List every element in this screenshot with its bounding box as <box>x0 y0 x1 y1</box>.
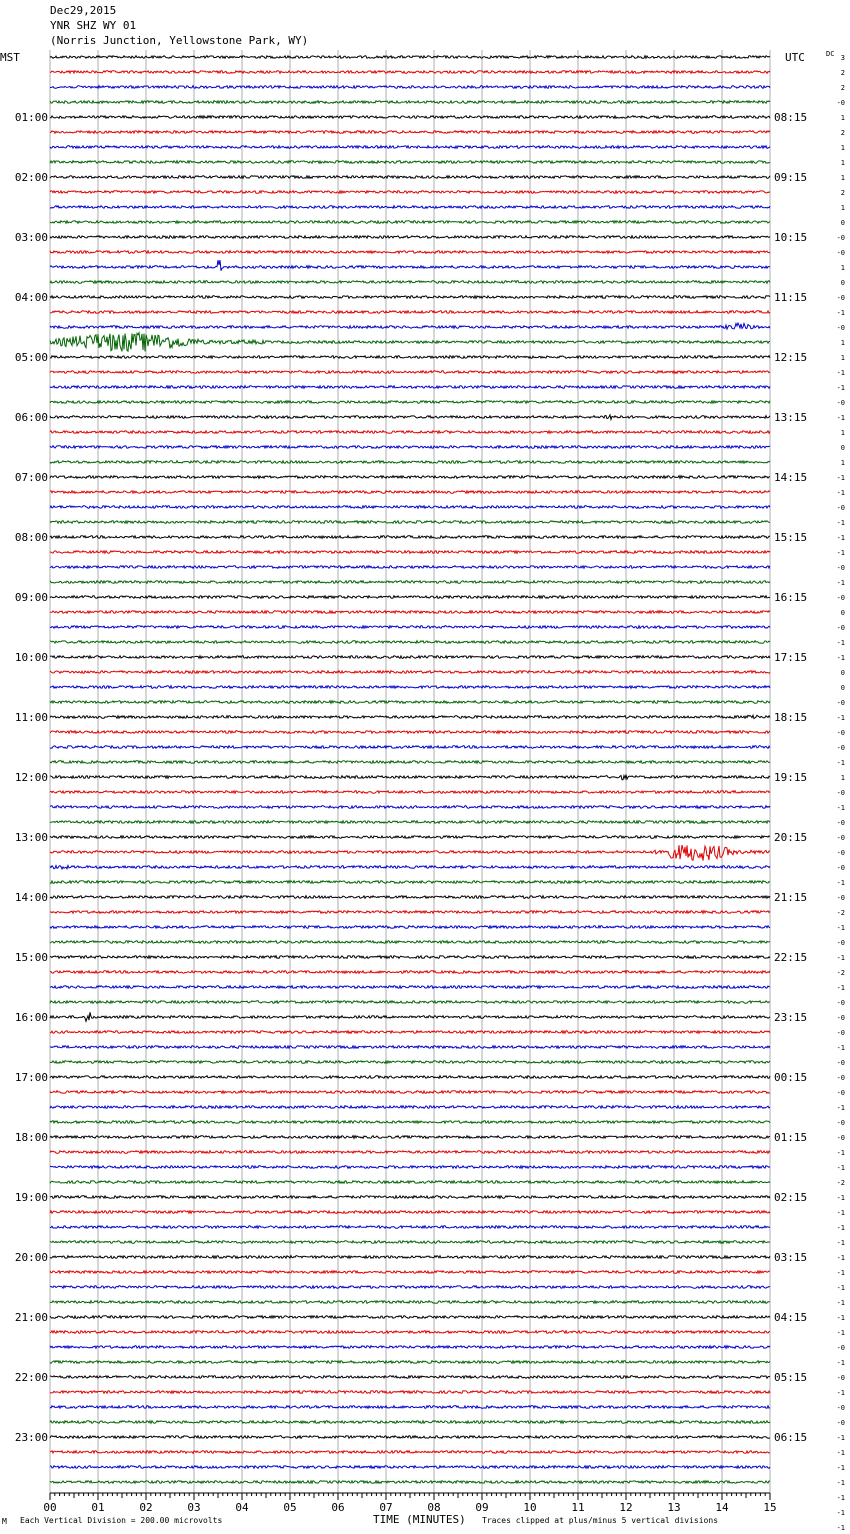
dc-offset-label: 1 <box>840 354 845 362</box>
hour-labels <box>15 54 845 1534</box>
seismic-trace <box>50 1121 770 1124</box>
right-hour-label: 01:15 <box>774 1131 808 1144</box>
seismic-trace <box>50 581 770 584</box>
dc-offset-label: -0 <box>836 1419 845 1427</box>
seismic-trace <box>50 386 770 389</box>
seismic-trace <box>50 311 770 314</box>
dc-offset-label: 2 <box>840 69 845 77</box>
left-hour-label: 18:00 <box>14 1131 48 1144</box>
right-hour-label: 10:15 <box>774 231 808 244</box>
left-hour-label: 22:00 <box>14 1371 48 1384</box>
left-hour-label: 16:00 <box>14 1011 48 1024</box>
dc-offset-label: -1 <box>836 1224 845 1232</box>
seismic-trace <box>50 71 770 74</box>
x-tick-label: 09 <box>475 1501 489 1514</box>
seismic-trace <box>50 596 770 599</box>
dc-offset-label: 1 <box>840 174 845 182</box>
dc-offset-label: 1 <box>840 774 845 782</box>
dc-offset-label: 2 <box>840 84 845 92</box>
right-hour-label: 12:15 <box>774 351 808 364</box>
x-tick-label: 07 <box>379 1501 393 1514</box>
seismic-trace <box>50 1106 770 1109</box>
dc-offset-label: -2 <box>836 909 845 917</box>
right-hour-label: 22:15 <box>774 951 808 964</box>
left-hour-label: 15:00 <box>14 951 48 964</box>
dc-offset-label: -0 <box>836 399 845 407</box>
dc-offset-label: -1 <box>836 1434 845 1442</box>
dc-offset-label: 1 <box>840 429 845 437</box>
dc-offset-label: -0 <box>836 1374 845 1382</box>
dc-offset-label: 0 <box>840 444 845 452</box>
seismic-trace <box>50 236 770 239</box>
scale-note: Each Vertical Division = 200.00 microvolts <box>20 1516 223 1525</box>
seismic-trace <box>50 1406 770 1409</box>
dc-offset-label: -2 <box>836 969 845 977</box>
dc-offset-label: 1 <box>840 204 845 212</box>
seismic-trace <box>50 941 770 944</box>
x-axis-title: TIME (MINUTES) <box>373 1513 466 1526</box>
x-tick-label: 11 <box>571 1501 585 1514</box>
seismic-trace <box>50 1181 770 1184</box>
seismic-trace <box>50 836 770 839</box>
trace-group <box>50 56 770 1484</box>
seismic-trace <box>50 176 770 179</box>
dc-offset-label: 1 <box>840 264 845 272</box>
seismic-trace <box>50 333 770 352</box>
right-hour-label: 09:15 <box>774 171 808 184</box>
dc-offset-label: 0 <box>840 279 845 287</box>
dc-offset-label: -0 <box>836 1134 845 1142</box>
dc-offset-label: -1 <box>836 1239 845 1247</box>
dc-offset-label: -1 <box>836 1194 845 1202</box>
dc-offset-label: -0 <box>836 324 845 332</box>
right-hour-label: 04:15 <box>774 1311 808 1324</box>
seismic-trace <box>50 551 770 554</box>
dc-offset-label: -0 <box>836 564 845 572</box>
seismic-trace <box>50 101 770 104</box>
seismic-trace <box>50 206 770 209</box>
seismic-trace <box>50 1316 770 1319</box>
dc-offset-label: -1 <box>836 369 845 377</box>
seismic-trace <box>50 323 770 329</box>
dc-offset-label: -1 <box>836 804 845 812</box>
header-location: (Norris Junction, Yellowstone Park, WY) <box>50 34 309 47</box>
seismic-trace <box>50 1421 770 1424</box>
seismic-trace <box>50 1076 770 1079</box>
seismic-trace <box>50 401 770 404</box>
seismic-trace <box>50 1376 770 1379</box>
seismic-trace <box>50 731 770 734</box>
dc-offset-label: -1 <box>836 984 845 992</box>
dc-offset-label: -0 <box>836 234 845 242</box>
dc-offset-label: -1 <box>836 954 845 962</box>
dc-offset-label: 2 <box>840 129 845 137</box>
left-hour-label: 09:00 <box>14 591 48 604</box>
dc-offset-label: 0 <box>840 669 845 677</box>
seismic-trace <box>50 686 770 689</box>
seismic-trace <box>50 671 770 674</box>
right-hour-label: 16:15 <box>774 591 808 604</box>
utc-label: UTC <box>785 51 805 64</box>
dc-offset-label: -1 <box>836 1284 845 1292</box>
left-hour-label: 19:00 <box>14 1191 48 1204</box>
seismic-trace <box>50 1286 770 1289</box>
seismic-trace <box>50 881 770 884</box>
x-tick-label: 02 <box>139 1501 153 1514</box>
dc-offset-label: -1 <box>836 1164 845 1172</box>
dc-offset-label: 1 <box>840 159 845 167</box>
dc-offset-label: 0 <box>840 609 845 617</box>
dc-offset-label: -1 <box>836 924 845 932</box>
right-hour-label: 03:15 <box>774 1251 808 1264</box>
dc-offset-label: -1 <box>836 1329 845 1337</box>
x-tick-label: 10 <box>523 1501 537 1514</box>
dc-offset-label: -1 <box>836 714 845 722</box>
x-tick-label: 06 <box>331 1501 345 1514</box>
x-tick-label: 04 <box>235 1501 249 1514</box>
dc-offset-label: -1 <box>836 1524 845 1532</box>
seismic-trace <box>50 1091 770 1094</box>
x-tick-label: 00 <box>43 1501 57 1514</box>
header-station: YNR SHZ WY 01 <box>50 19 137 32</box>
right-hour-label: 18:15 <box>774 711 808 724</box>
left-hour-label: 20:00 <box>14 1251 48 1264</box>
left-hour-label: 11:00 <box>14 711 48 724</box>
seismic-trace <box>50 656 770 659</box>
dc-offset-label: 1 <box>840 339 845 347</box>
seismic-trace <box>50 521 770 524</box>
footer-left-mark: M <box>2 1517 7 1526</box>
seismic-trace <box>50 1241 770 1244</box>
seismic-trace <box>50 566 770 569</box>
seismic-trace <box>50 1391 770 1394</box>
right-hour-label: 08:15 <box>774 111 808 124</box>
dc-offset-label: -1 <box>836 759 845 767</box>
dc-offset-label: -0 <box>836 99 845 107</box>
clip-note: Traces clipped at plus/minus 5 vertical divisions <box>482 1516 719 1525</box>
dc-offset-label: -1 <box>836 1299 845 1307</box>
dc-offset-label: -1 <box>836 1479 845 1487</box>
seismic-trace <box>50 1151 770 1154</box>
seismic-trace <box>50 641 770 644</box>
seismic-trace <box>50 761 770 764</box>
seismic-trace <box>50 611 770 614</box>
dc-offset-label: 1 <box>840 144 845 152</box>
dc-offset-label: 2 <box>840 189 845 197</box>
seismic-trace <box>50 536 770 539</box>
seismic-trace <box>50 701 770 704</box>
x-tick-label: 14 <box>715 1501 729 1514</box>
right-hour-label: 05:15 <box>774 1371 808 1384</box>
seismic-trace <box>50 715 770 718</box>
x-axis <box>43 1493 776 1514</box>
seismic-trace <box>50 1361 770 1364</box>
seismic-trace <box>50 491 770 494</box>
right-hour-label: 23:15 <box>774 1011 808 1024</box>
dc-offset-label: -0 <box>836 834 845 842</box>
dc-offset-label: -1 <box>836 1389 845 1397</box>
right-hour-label: 06:15 <box>774 1431 808 1444</box>
right-hour-label: 13:15 <box>774 411 808 424</box>
seismic-trace <box>50 1451 770 1454</box>
dc-label: DC <box>826 50 835 58</box>
seismic-trace <box>50 1226 770 1229</box>
dc-offset-label: -0 <box>836 699 845 707</box>
seismic-trace <box>50 131 770 134</box>
left-hour-label: 17:00 <box>14 1071 48 1084</box>
left-hour-label: 23:00 <box>14 1431 48 1444</box>
dc-offset-label: -1 <box>836 1104 845 1112</box>
seismic-trace <box>50 446 770 449</box>
seismic-trace <box>50 1046 770 1049</box>
seismic-trace <box>50 845 770 861</box>
left-hour-label: 05:00 <box>14 351 48 364</box>
seismic-trace <box>50 911 770 914</box>
seismic-trace <box>50 251 770 254</box>
dc-offset-label: -1 <box>836 309 845 317</box>
dc-offset-label: -1 <box>836 1449 845 1457</box>
seismic-trace <box>50 431 770 434</box>
dc-offset-label: -0 <box>836 1089 845 1097</box>
dc-offset-label: 0 <box>840 684 845 692</box>
dc-offset-label: -0 <box>836 1344 845 1352</box>
right-hour-label: 15:15 <box>774 531 808 544</box>
seismic-trace <box>50 506 770 509</box>
dc-offset-label: -1 <box>836 489 845 497</box>
dc-offset-label: -1 <box>836 579 845 587</box>
x-tick-label: 03 <box>187 1501 201 1514</box>
dc-offset-label: -1 <box>836 1209 845 1217</box>
seismic-trace <box>50 1481 770 1484</box>
seismic-trace <box>50 821 770 824</box>
dc-offset-label: -0 <box>836 744 845 752</box>
right-hour-label: 14:15 <box>774 471 808 484</box>
dc-offset-label: -1 <box>836 654 845 662</box>
left-hour-label: 13:00 <box>14 831 48 844</box>
dc-offset-label: -0 <box>836 729 845 737</box>
seismic-trace <box>50 1271 770 1274</box>
dc-offset-label: -0 <box>836 1074 845 1082</box>
dc-offset-label: -2 <box>836 1179 845 1187</box>
dc-offset-label: -0 <box>836 249 845 257</box>
seismic-trace <box>50 191 770 194</box>
left-hour-label: 07:00 <box>14 471 48 484</box>
seismic-trace <box>50 146 770 149</box>
dc-offset-label: 1 <box>840 459 845 467</box>
dc-offset-label: -0 <box>836 894 845 902</box>
seismic-trace <box>50 356 770 359</box>
dc-offset-label: -1 <box>836 414 845 422</box>
dc-offset-label: -1 <box>836 519 845 527</box>
left-hour-label: 10:00 <box>14 651 48 664</box>
seismic-trace <box>50 986 770 989</box>
dc-offset-label: -1 <box>836 474 845 482</box>
right-hour-label: 20:15 <box>774 831 808 844</box>
right-hour-label: 00:15 <box>774 1071 808 1084</box>
dc-offset-label: -0 <box>836 1029 845 1037</box>
mst-label: MST <box>0 51 20 64</box>
dc-offset-label: -0 <box>836 939 845 947</box>
dc-offset-label: -1 <box>836 1269 845 1277</box>
dc-offset-label: -1 <box>836 1149 845 1157</box>
dc-offset-label: -0 <box>836 1119 845 1127</box>
dc-offset-label: -1 <box>836 549 845 557</box>
dc-offset-label: 3 <box>840 54 845 62</box>
x-tick-label: 05 <box>283 1501 297 1514</box>
left-hour-label: 02:00 <box>14 171 48 184</box>
dc-offset-label: -1 <box>836 384 845 392</box>
x-tick-label: 12 <box>619 1501 633 1514</box>
right-hour-label: 21:15 <box>774 891 808 904</box>
dc-offset-label: -0 <box>836 849 845 857</box>
seismic-trace <box>50 1196 770 1199</box>
dc-offset-label: -0 <box>836 789 845 797</box>
seismic-trace <box>50 296 770 299</box>
dc-offset-label: -1 <box>836 1359 845 1367</box>
dc-offset-label: -0 <box>836 1404 845 1412</box>
seismic-trace <box>50 1012 770 1021</box>
seismic-trace <box>50 1301 770 1304</box>
left-hour-label: 06:00 <box>14 411 48 424</box>
dc-offset-label: -0 <box>836 1014 845 1022</box>
dc-offset-label: -1 <box>836 1044 845 1052</box>
dc-offset-label: -1 <box>836 534 845 542</box>
seismic-trace <box>50 281 770 284</box>
seismic-trace <box>50 1331 770 1334</box>
left-hour-label: 12:00 <box>14 771 48 784</box>
dc-offset-label: -0 <box>836 504 845 512</box>
right-hour-label: 19:15 <box>774 771 808 784</box>
seismic-trace <box>50 866 770 870</box>
seismic-trace <box>50 1256 770 1259</box>
x-tick-label: 15 <box>763 1501 777 1514</box>
dc-offset-label: -1 <box>836 1254 845 1262</box>
seismic-trace <box>50 775 770 780</box>
left-hour-label: 04:00 <box>14 291 48 304</box>
seismic-trace <box>50 415 770 420</box>
left-hour-label: 01:00 <box>14 111 48 124</box>
dc-offset-label: -0 <box>836 864 845 872</box>
left-hour-label: 03:00 <box>14 231 48 244</box>
dc-offset-label: -1 <box>836 1464 845 1472</box>
x-tick-label: 13 <box>667 1501 681 1514</box>
seismic-trace <box>50 626 770 629</box>
seismic-trace <box>50 1166 770 1169</box>
dc-offset-label: -1 <box>836 1494 845 1502</box>
seismic-trace <box>50 971 770 974</box>
seismic-trace <box>50 806 770 809</box>
seismic-trace <box>50 1436 770 1439</box>
left-hour-label: 08:00 <box>14 531 48 544</box>
seismic-trace <box>50 896 770 899</box>
seismic-trace <box>50 461 770 464</box>
seismic-trace <box>50 161 770 164</box>
seismic-trace <box>50 371 770 374</box>
seismic-trace <box>50 1466 770 1469</box>
seismic-trace <box>50 1346 770 1349</box>
dc-offset-label: -1 <box>836 879 845 887</box>
seismic-trace <box>50 221 770 224</box>
right-hour-label: 11:15 <box>774 291 808 304</box>
seismic-trace <box>50 1031 770 1034</box>
seismic-trace <box>50 56 770 59</box>
right-hour-label: 17:15 <box>774 651 808 664</box>
left-hour-label: 21:00 <box>14 1311 48 1324</box>
header-date: Dec29,2015 <box>50 4 117 17</box>
left-hour-label: 14:00 <box>14 891 48 904</box>
dc-offset-label: -0 <box>836 594 845 602</box>
dc-offset-label: -0 <box>836 999 845 1007</box>
dc-offset-label: -0 <box>836 819 845 827</box>
dc-offset-label: -0 <box>836 1059 845 1067</box>
seismic-trace <box>50 1136 770 1139</box>
seismic-trace <box>50 791 770 794</box>
dc-offset-label: -0 <box>836 624 845 632</box>
right-hour-label: 02:15 <box>774 1191 808 1204</box>
seismic-trace <box>50 260 770 271</box>
seismic-trace <box>50 746 770 749</box>
dc-offset-label: -1 <box>836 1509 845 1517</box>
dc-offset-label: -1 <box>836 639 845 647</box>
seismic-trace <box>50 1061 770 1064</box>
seismic-trace <box>50 1001 770 1004</box>
dc-offset-label: 1 <box>840 114 845 122</box>
dc-offset-label: 0 <box>840 219 845 227</box>
x-tick-label: 01 <box>91 1501 105 1514</box>
seismic-trace <box>50 476 770 479</box>
seismic-trace <box>50 1211 770 1214</box>
seismic-trace <box>50 926 770 929</box>
seismic-trace <box>50 86 770 89</box>
seismic-trace <box>50 956 770 959</box>
dc-offset-label: -0 <box>836 294 845 302</box>
dc-offset-label: -1 <box>836 1314 845 1322</box>
x-tick-label: 08 <box>427 1501 441 1514</box>
seismic-trace <box>50 116 770 119</box>
